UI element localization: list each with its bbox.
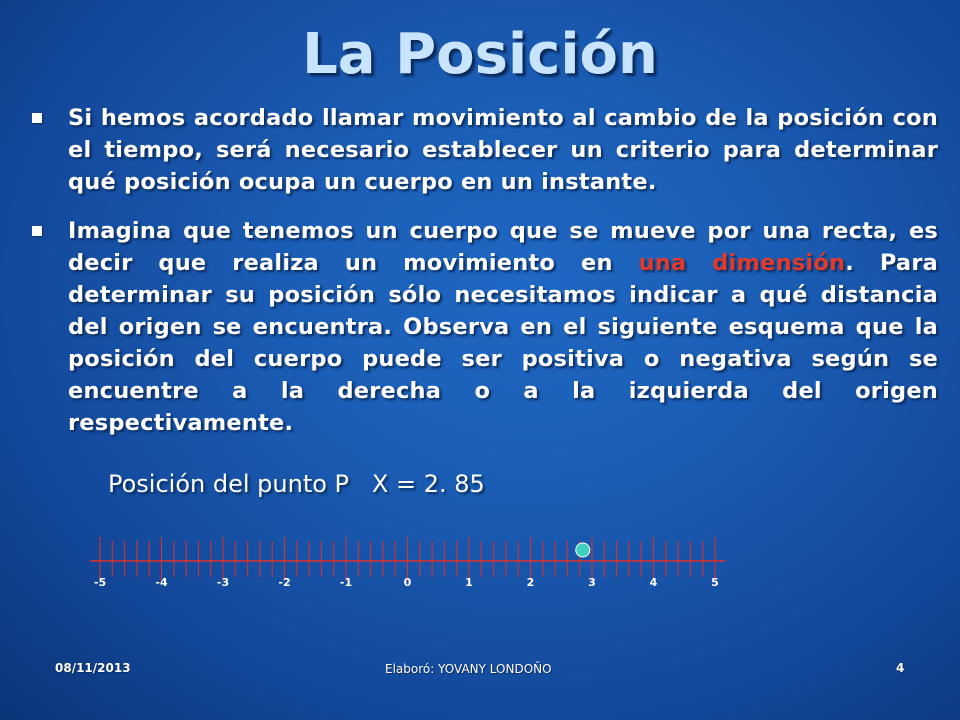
- bullet-text-part: Si hemos acordado llamar movimiento al cambio de la posición con el tiempo, será necesario establecer un criterio para determinar qué posición ocupa un cuerpo en un instante.: [68, 105, 938, 195]
- position-label: Posición del punto P: [108, 470, 350, 498]
- number-line: [85, 533, 735, 593]
- bullet-text: [68, 102, 938, 198]
- slide-title: La Posición: [302, 22, 658, 87]
- tick-label: 3: [588, 576, 596, 589]
- tick-label: -4: [155, 576, 168, 589]
- tick-label: 4: [649, 576, 658, 589]
- tick-label: 5: [711, 576, 719, 589]
- footer-date: 08/11/2013: [55, 661, 131, 675]
- bullet-list: [32, 102, 938, 456]
- tick-label: 2: [526, 576, 535, 589]
- square-bullet-icon: [32, 226, 42, 236]
- position-value: X = 2. 85: [371, 470, 485, 498]
- page-number: 4: [896, 661, 905, 675]
- bullet-item: [32, 215, 938, 439]
- bullet-text: [68, 215, 938, 439]
- tick-label: -3: [216, 576, 230, 589]
- bullet-text-part: . Para determinar su posición sólo necesitamos indicar a qué distancia del origen se encuentra. Observa en el siguiente esquema que la posición del cuerpo puede ser positiva o negativa según se encuentre a la derecha o a la izquierda del origen respectivamente.: [68, 250, 938, 436]
- position-readout: [108, 470, 485, 498]
- point-p-marker: [576, 543, 590, 557]
- tick-label: 0: [403, 576, 412, 589]
- tick-label: -1: [339, 576, 353, 589]
- tick-label: -5: [93, 576, 107, 589]
- bullet-text-part: Imagina que tenemos un cuerpo que se mueve por una recta, es decir que realiza un movimiento en: [68, 218, 938, 276]
- tick-label: -2: [278, 576, 291, 589]
- highlighted-term: una dimensión: [638, 250, 846, 276]
- tick-label: 1: [465, 576, 473, 589]
- footer-author: Elaboró: YOVANY LONDOÑO: [385, 662, 552, 676]
- bullet-item: [32, 102, 938, 198]
- square-bullet-icon: [32, 113, 42, 123]
